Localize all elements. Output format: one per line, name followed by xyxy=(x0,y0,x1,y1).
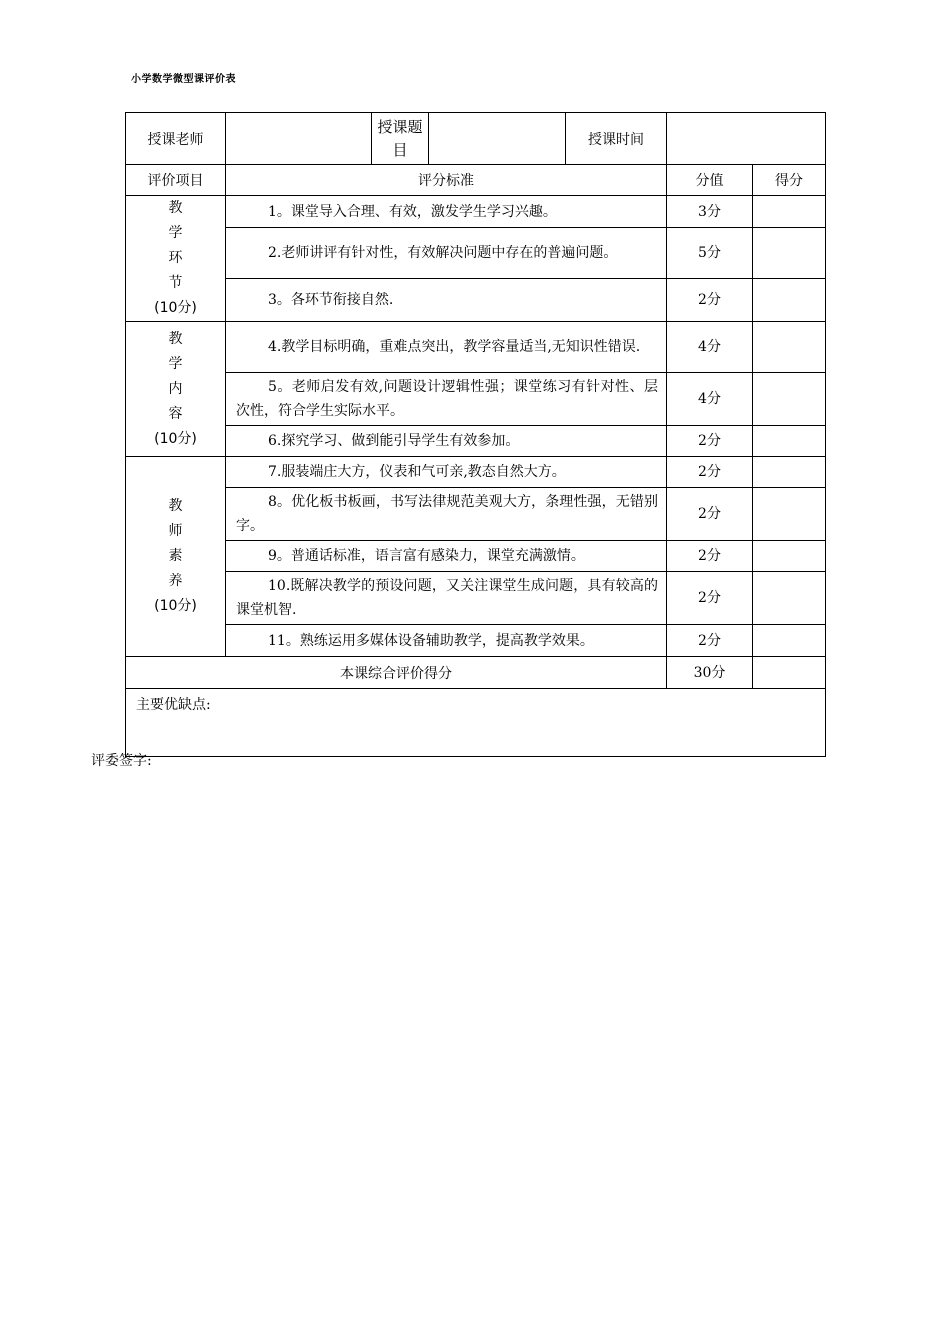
criterion-text: 7.服装端庄大方，仪表和气可亲,教态自然大方。 xyxy=(226,457,667,488)
criterion-text: 4.教学目标明确，重难点突出，教学容量适当,无知识性错误. xyxy=(226,322,667,373)
teacher-label: 授课老师 xyxy=(126,113,226,165)
criterion-score-field[interactable] xyxy=(753,625,826,657)
criterion-score-field[interactable] xyxy=(753,196,826,228)
criterion-score-field[interactable] xyxy=(753,572,826,625)
criterion-text: 11。熟练运用多媒体设备辅助教学，提高教学效果。 xyxy=(226,625,667,657)
column-header-score: 得分 xyxy=(753,165,826,196)
document-title: 小学数学微型课评价表 xyxy=(131,74,236,85)
criterion-score-field[interactable] xyxy=(753,541,826,572)
category-char: 素 xyxy=(168,548,183,564)
criterion-points: 2分 xyxy=(667,488,753,541)
remarks-field[interactable] xyxy=(126,689,826,757)
criterion-text: 6.探究学习、做到能引导学生有效参加。 xyxy=(226,426,667,457)
category-char: 学 xyxy=(168,225,183,241)
criterion-score-field[interactable] xyxy=(753,488,826,541)
category-char: 学 xyxy=(168,355,183,372)
category-char: 节 xyxy=(168,275,183,291)
criterion-score-field[interactable] xyxy=(753,457,826,488)
teacher-field[interactable] xyxy=(226,113,372,165)
criterion-text: 5。老师启发有效,问题设计逻辑性强；课堂练习有针对性、层次性，符合学生实际水平。 xyxy=(226,373,667,426)
column-header-standard: 评分标准 xyxy=(226,165,667,196)
category-teacher-quality xyxy=(126,457,226,657)
criterion-score-field[interactable] xyxy=(753,373,826,426)
evaluation-table xyxy=(125,112,826,757)
criterion-text: 2.老师讲评有针对性，有效解决问题中存在的普遍问题。 xyxy=(226,228,667,279)
category-total: (10分) xyxy=(154,430,197,447)
category-total: (10分) xyxy=(154,598,197,614)
category-char: 教 xyxy=(168,498,183,514)
signature-label: 评委签字: xyxy=(91,753,152,769)
category-teaching-process xyxy=(126,196,226,322)
summary-points: 30分 xyxy=(667,657,753,689)
time-field[interactable] xyxy=(667,113,826,165)
criterion-points: 4分 xyxy=(667,373,753,426)
category-char: 师 xyxy=(168,523,183,539)
criterion-text: 10.既解决教学的预设问题，又关注课堂生成问题，具有较高的课堂机智. xyxy=(226,572,667,625)
column-header-item: 评价项目 xyxy=(126,165,226,196)
criterion-points: 2分 xyxy=(667,541,753,572)
category-char: 容 xyxy=(168,405,183,422)
criterion-score-field[interactable] xyxy=(753,322,826,373)
criterion-text: 1。课堂导入合理、有效，激发学生学习兴趣。 xyxy=(226,196,667,228)
summary-score-field[interactable] xyxy=(753,657,826,689)
category-char: 环 xyxy=(168,250,183,266)
category-total: (10分) xyxy=(154,300,197,316)
category-char: 内 xyxy=(168,380,183,397)
criterion-score-field[interactable] xyxy=(753,426,826,457)
criterion-text: 8。优化板书板画，书写法律规范美观大方，条理性强，无错别字。 xyxy=(226,488,667,541)
criterion-points: 2分 xyxy=(667,279,753,322)
criterion-score-field[interactable] xyxy=(753,228,826,279)
criterion-points: 2分 xyxy=(667,457,753,488)
criterion-text: 9。普通话标准，语言富有感染力，课堂充满激情。 xyxy=(226,541,667,572)
criterion-text: 3。各环节衔接自然. xyxy=(226,279,667,322)
criterion-points: 4分 xyxy=(667,322,753,373)
criterion-points: 2分 xyxy=(667,572,753,625)
category-char: 教 xyxy=(168,330,183,347)
criterion-points: 5分 xyxy=(667,228,753,279)
criterion-score-field[interactable] xyxy=(753,279,826,322)
summary-label: 本课综合评价得分 xyxy=(126,657,667,689)
category-teaching-content xyxy=(126,322,226,457)
criterion-points: 2分 xyxy=(667,625,753,657)
remarks-label: 主要优缺点: xyxy=(136,697,211,713)
time-label: 授课时间 xyxy=(566,113,667,165)
category-char: 养 xyxy=(168,573,183,589)
topic-label: 授课题目 xyxy=(372,113,429,165)
criterion-points: 2分 xyxy=(667,426,753,457)
criterion-points: 3分 xyxy=(667,196,753,228)
topic-field[interactable] xyxy=(429,113,566,165)
column-header-points: 分值 xyxy=(667,165,753,196)
category-char: 教 xyxy=(168,200,183,216)
